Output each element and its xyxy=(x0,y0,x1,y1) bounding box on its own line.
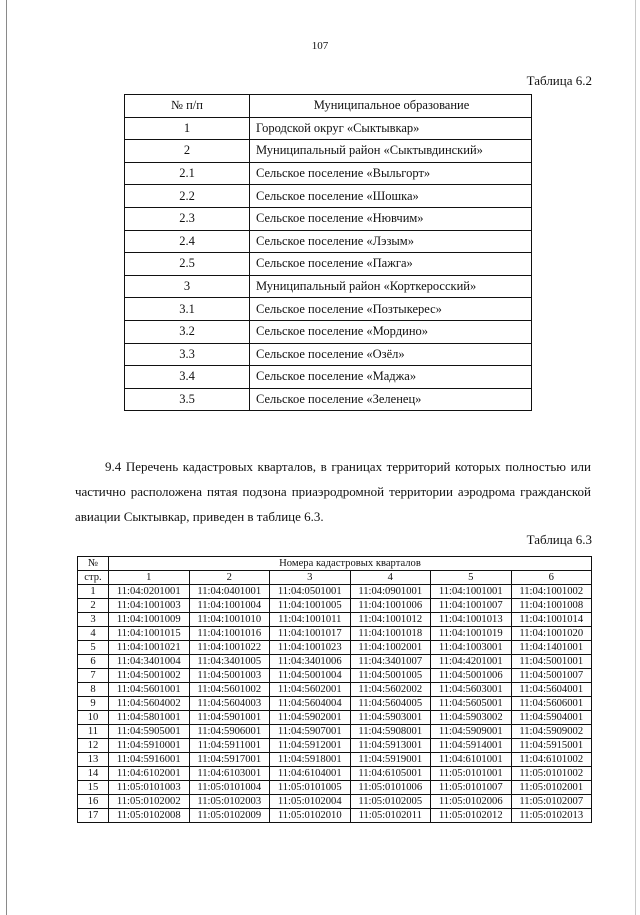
municipality-cell: Сельское поселение «Озёл» xyxy=(250,343,532,366)
cadastral-number-cell: 11:04:1001020 xyxy=(511,627,592,641)
cadastral-number-cell: 11:04:1001022 xyxy=(189,641,270,655)
cadastral-number-cell: 11:04:5601002 xyxy=(189,683,270,697)
cadastral-number-cell: 11:04:5001006 xyxy=(431,669,512,683)
cadastral-number-cell: 11:04:5907001 xyxy=(270,725,351,739)
cadastral-number-cell: 11:04:1001010 xyxy=(189,613,270,627)
page-edge-left xyxy=(6,0,7,915)
table-row xyxy=(78,683,592,697)
cadastral-number-cell: 11:05:0101003 xyxy=(109,781,190,795)
table-header-row xyxy=(78,557,592,571)
table-row xyxy=(125,343,532,366)
cadastral-number-cell: 11:04:6101001 xyxy=(431,753,512,767)
cadastral-number-cell: 11:04:6101002 xyxy=(511,753,592,767)
table-row xyxy=(78,809,592,823)
municipality-cell: Сельское поселение «Лэзым» xyxy=(250,230,532,253)
row-number-cell: 3.3 xyxy=(125,343,250,366)
cadastral-number-cell: 11:04:1001016 xyxy=(189,627,270,641)
table-row xyxy=(78,613,592,627)
table-row xyxy=(78,669,592,683)
municipality-cell: Сельское поселение «Позтыкерес» xyxy=(250,298,532,321)
municipality-cell: Сельское поселение «Нювчим» xyxy=(250,207,532,230)
table-row xyxy=(78,725,592,739)
table-row xyxy=(78,641,592,655)
cadastral-number-cell: 11:04:5604004 xyxy=(270,697,351,711)
row-number-cell: 3.1 xyxy=(125,298,250,321)
table-6-2 xyxy=(124,94,532,411)
cadastral-number-cell: 11:04:0901001 xyxy=(350,585,431,599)
table-row xyxy=(78,795,592,809)
cadastral-number-cell: 11:04:1001008 xyxy=(511,599,592,613)
cadastral-number-cell: 11:04:1001004 xyxy=(189,599,270,613)
cadastral-number-cell: 11:04:0501001 xyxy=(270,585,351,599)
cadastral-number-cell: 11:04:5605001 xyxy=(431,697,512,711)
cadastral-number-cell: 11:04:5602002 xyxy=(350,683,431,697)
row-number-cell: 13 xyxy=(78,753,109,767)
cadastral-number-cell: 11:04:6104001 xyxy=(270,767,351,781)
cadastral-number-cell: 11:04:5604001 xyxy=(511,683,592,697)
header-number: № п/п xyxy=(125,95,250,118)
cadastral-number-cell: 11:04:5801001 xyxy=(109,711,190,725)
cadastral-number-cell: 11:04:1001003 xyxy=(109,599,190,613)
row-number-cell: 3 xyxy=(125,275,250,298)
municipality-cell: Сельское поселение «Зеленец» xyxy=(250,388,532,411)
cadastral-number-cell: 11:04:5001001 xyxy=(511,655,592,669)
cadastral-number-cell: 11:04:3401004 xyxy=(109,655,190,669)
row-number-cell: 1 xyxy=(125,117,250,140)
row-number-cell: 11 xyxy=(78,725,109,739)
cadastral-number-cell: 11:04:5918001 xyxy=(270,753,351,767)
cadastral-number-cell: 11:04:5911001 xyxy=(189,739,270,753)
cadastral-number-cell: 11:04:5601001 xyxy=(109,683,190,697)
cadastral-number-cell: 11:04:6102001 xyxy=(109,767,190,781)
cadastral-number-cell: 11:04:1001006 xyxy=(350,599,431,613)
cadastral-number-cell: 11:04:5917001 xyxy=(189,753,270,767)
municipality-cell: Сельское поселение «Мордино» xyxy=(250,320,532,343)
table-row xyxy=(125,117,532,140)
cadastral-number-cell: 11:04:1001021 xyxy=(109,641,190,655)
row-number-cell: 3.4 xyxy=(125,366,250,389)
paragraph-text: 9.4 Перечень кадастровых кварталов, в границах территорий которых полностью или частично расположена пятая подзона приаэродромной территории аэродрома гражданской авиации Сыктывкар, приведен в таблице 6.3. xyxy=(75,459,591,524)
table-6-3 xyxy=(77,556,592,823)
cadastral-number-cell: 11:05:0101004 xyxy=(189,781,270,795)
row-number-cell: 5 xyxy=(78,641,109,655)
cadastral-number-cell: 11:04:1401001 xyxy=(511,641,592,655)
cadastral-number-cell: 11:04:1001014 xyxy=(511,613,592,627)
row-number-cell: 3.5 xyxy=(125,388,250,411)
cadastral-number-cell: 11:04:1001012 xyxy=(350,613,431,627)
cadastral-number-cell: 11:05:0102002 xyxy=(109,795,190,809)
table-row xyxy=(125,230,532,253)
municipality-cell: Сельское поселение «Пажга» xyxy=(250,253,532,276)
cadastral-number-cell: 11:04:5914001 xyxy=(431,739,512,753)
table-row xyxy=(78,753,592,767)
cadastral-number-cell: 11:04:5913001 xyxy=(350,739,431,753)
cadastral-number-cell: 11:04:5908001 xyxy=(350,725,431,739)
row-number-cell: 1 xyxy=(78,585,109,599)
page-edge-right xyxy=(635,0,636,915)
table-row xyxy=(125,366,532,389)
cadastral-number-cell: 11:04:5903002 xyxy=(431,711,512,725)
cadastral-number-cell: 11:04:5604005 xyxy=(350,697,431,711)
cadastral-number-cell: 11:04:5603001 xyxy=(431,683,512,697)
municipality-cell: Муниципальный район «Корткеросский» xyxy=(250,275,532,298)
cadastral-number-cell: 11:05:0102001 xyxy=(511,781,592,795)
cadastral-number-cell: 11:04:1001017 xyxy=(270,627,351,641)
cadastral-number-cell: 11:05:0102010 xyxy=(270,809,351,823)
cadastral-number-cell: 11:05:0102012 xyxy=(431,809,512,823)
municipality-cell: Муниципальный район «Сыктывдинский» xyxy=(250,140,532,163)
table-row xyxy=(78,697,592,711)
table-row xyxy=(78,599,592,613)
cadastral-number-cell: 11:04:5915001 xyxy=(511,739,592,753)
cadastral-number-cell: 11:04:1001019 xyxy=(431,627,512,641)
table-row xyxy=(125,185,532,208)
cadastral-number-cell: 11:04:6105001 xyxy=(350,767,431,781)
cadastral-number-cell: 11:04:1001013 xyxy=(431,613,512,627)
cadastral-number-cell: 11:04:1003001 xyxy=(431,641,512,655)
table-row xyxy=(78,711,592,725)
table-row xyxy=(125,275,532,298)
table-row xyxy=(78,739,592,753)
cadastral-number-cell: 11:04:1001023 xyxy=(270,641,351,655)
cadastral-number-cell: 11:04:0401001 xyxy=(189,585,270,599)
cadastral-number-cell: 11:05:0101002 xyxy=(511,767,592,781)
cadastral-number-cell: 11:04:5916001 xyxy=(109,753,190,767)
cadastral-number-cell: 11:05:0101005 xyxy=(270,781,351,795)
cadastral-number-cell: 11:04:1001009 xyxy=(109,613,190,627)
cadastral-number-cell: 11:04:0201001 xyxy=(109,585,190,599)
cadastral-number-cell: 11:05:0102005 xyxy=(350,795,431,809)
municipality-cell: Сельское поселение «Шошка» xyxy=(250,185,532,208)
cadastral-number-cell: 11:04:5001002 xyxy=(109,669,190,683)
row-number-cell: 3.2 xyxy=(125,320,250,343)
table-row xyxy=(125,162,532,185)
cadastral-number-cell: 11:04:5905001 xyxy=(109,725,190,739)
header-row-number-bottom: стр. xyxy=(78,571,109,585)
table-row xyxy=(78,655,592,669)
cadastral-number-cell: 11:04:5602001 xyxy=(270,683,351,697)
row-number-cell: 2 xyxy=(78,599,109,613)
column-number-header: 3 xyxy=(270,571,351,585)
row-number-cell: 10 xyxy=(78,711,109,725)
table-row xyxy=(125,320,532,343)
cadastral-number-cell: 11:04:3401007 xyxy=(350,655,431,669)
cadastral-number-cell: 11:05:0101001 xyxy=(431,767,512,781)
table-6-3-label: Таблица 6.3 xyxy=(526,532,592,547)
cadastral-number-cell: 11:04:1002001 xyxy=(350,641,431,655)
row-number-cell: 14 xyxy=(78,767,109,781)
page-number: 107 xyxy=(311,40,329,52)
column-number-header: 6 xyxy=(511,571,592,585)
municipality-cell: Сельское поселение «Маджа» xyxy=(250,366,532,389)
cadastral-number-cell: 11:05:0102007 xyxy=(511,795,592,809)
row-number-cell: 4 xyxy=(78,627,109,641)
cadastral-number-cell: 11:05:0102011 xyxy=(350,809,431,823)
table-header-row xyxy=(125,95,532,118)
cadastral-number-cell: 11:04:5909002 xyxy=(511,725,592,739)
cadastral-number-cell: 11:05:0101006 xyxy=(350,781,431,795)
row-number-cell: 2.4 xyxy=(125,230,250,253)
cadastral-number-cell: 11:04:5910001 xyxy=(109,739,190,753)
cadastral-number-cell: 11:04:1001015 xyxy=(109,627,190,641)
cadastral-number-cell: 11:05:0102008 xyxy=(109,809,190,823)
table-row xyxy=(78,781,592,795)
table-row xyxy=(78,585,592,599)
row-number-cell: 9 xyxy=(78,697,109,711)
row-number-cell: 8 xyxy=(78,683,109,697)
column-number-header: 2 xyxy=(189,571,270,585)
cadastral-number-cell: 11:04:5919001 xyxy=(350,753,431,767)
cadastral-number-cell: 11:04:1001007 xyxy=(431,599,512,613)
cadastral-number-cell: 11:04:3401005 xyxy=(189,655,270,669)
table-row xyxy=(125,298,532,321)
row-number-cell: 17 xyxy=(78,809,109,823)
cadastral-number-cell: 11:05:0102003 xyxy=(189,795,270,809)
header-municipality: Муниципальное образование xyxy=(250,95,532,118)
cadastral-number-cell: 11:04:5909001 xyxy=(431,725,512,739)
table-row xyxy=(125,140,532,163)
row-number-cell: 16 xyxy=(78,795,109,809)
header-row-number-top: № xyxy=(78,557,109,571)
column-number-header: 4 xyxy=(350,571,431,585)
row-number-cell: 2.2 xyxy=(125,185,250,208)
table-row xyxy=(78,767,592,781)
table-row xyxy=(125,388,532,411)
row-number-cell: 2.1 xyxy=(125,162,250,185)
cadastral-number-cell: 11:04:5906001 xyxy=(189,725,270,739)
header-cadastral-group: Номера кадастровых кварталов xyxy=(109,557,592,571)
cadastral-number-cell: 11:04:5903001 xyxy=(350,711,431,725)
cadastral-number-cell: 11:05:0102013 xyxy=(511,809,592,823)
column-number-header: 5 xyxy=(431,571,512,585)
cadastral-number-cell: 11:04:5001007 xyxy=(511,669,592,683)
cadastral-number-cell: 11:05:0101007 xyxy=(431,781,512,795)
cadastral-number-cell: 11:04:1001018 xyxy=(350,627,431,641)
table-row xyxy=(125,253,532,276)
table-row xyxy=(125,207,532,230)
cadastral-number-cell: 11:05:0102006 xyxy=(431,795,512,809)
cadastral-number-cell: 11:04:5604002 xyxy=(109,697,190,711)
cadastral-number-cell: 11:04:5001003 xyxy=(189,669,270,683)
cadastral-number-cell: 11:04:1001011 xyxy=(270,613,351,627)
table-header-row xyxy=(78,571,592,585)
row-number-cell: 2.3 xyxy=(125,207,250,230)
cadastral-number-cell: 11:04:6103001 xyxy=(189,767,270,781)
cadastral-number-cell: 11:04:5901001 xyxy=(189,711,270,725)
row-number-cell: 12 xyxy=(78,739,109,753)
table-6-2-label: Таблица 6.2 xyxy=(526,73,592,88)
municipality-cell: Городской округ «Сыктывкар» xyxy=(250,117,532,140)
column-number-header: 1 xyxy=(109,571,190,585)
cadastral-number-cell: 11:04:5604003 xyxy=(189,697,270,711)
cadastral-number-cell: 11:05:0102009 xyxy=(189,809,270,823)
municipality-cell: Сельское поселение «Выльгорт» xyxy=(250,162,532,185)
cadastral-number-cell: 11:04:1001002 xyxy=(511,585,592,599)
row-number-cell: 7 xyxy=(78,669,109,683)
row-number-cell: 6 xyxy=(78,655,109,669)
row-number-cell: 15 xyxy=(78,781,109,795)
cadastral-number-cell: 11:04:1001005 xyxy=(270,599,351,613)
cadastral-number-cell: 11:04:1001001 xyxy=(431,585,512,599)
cadastral-number-cell: 11:04:5001004 xyxy=(270,669,351,683)
cadastral-number-cell: 11:04:5606001 xyxy=(511,697,592,711)
cadastral-number-cell: 11:04:5001005 xyxy=(350,669,431,683)
cadastral-number-cell: 11:04:3401006 xyxy=(270,655,351,669)
cadastral-number-cell: 11:04:5902001 xyxy=(270,711,351,725)
row-number-cell: 2.5 xyxy=(125,253,250,276)
row-number-cell: 3 xyxy=(78,613,109,627)
row-number-cell: 2 xyxy=(125,140,250,163)
cadastral-number-cell: 11:04:5904001 xyxy=(511,711,592,725)
cadastral-number-cell: 11:04:5912001 xyxy=(270,739,351,753)
cadastral-number-cell: 11:05:0102004 xyxy=(270,795,351,809)
cadastral-number-cell: 11:04:4201001 xyxy=(431,655,512,669)
paragraph-9-4 xyxy=(75,454,591,529)
table-row xyxy=(78,627,592,641)
